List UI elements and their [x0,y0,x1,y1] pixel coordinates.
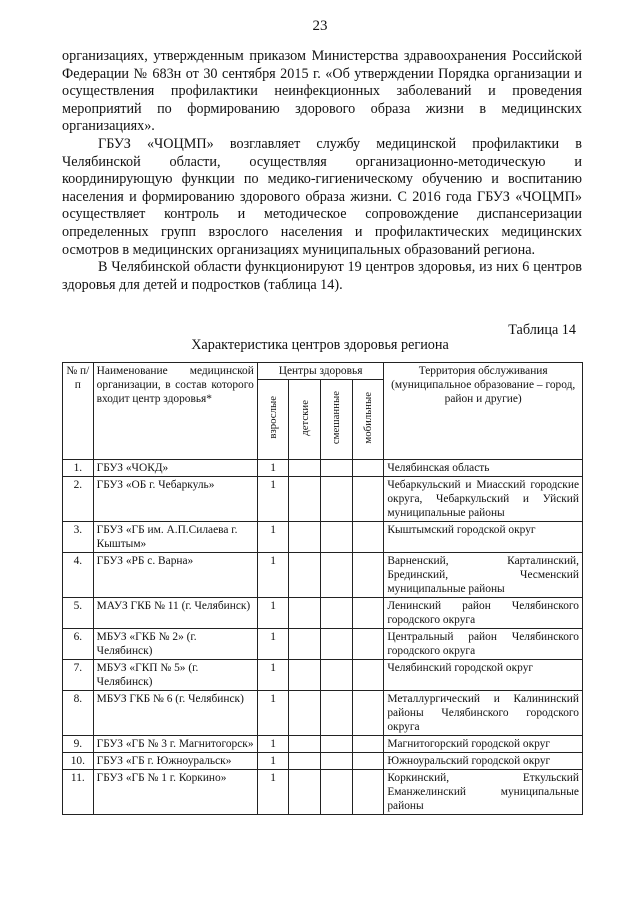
row-child-count [289,691,321,736]
row-number: 5. [63,598,94,629]
row-number: 4. [63,553,94,598]
row-number: 1. [63,460,94,477]
row-number: 10. [63,753,94,770]
row-adult-count: 1 [257,629,289,660]
row-adult-count: 1 [257,736,289,753]
row-territory: Челябинская область [384,460,583,477]
row-organization: МАУЗ ГКБ № 11 (г. Челябинск) [93,598,257,629]
row-number: 9. [63,736,94,753]
row-territory: Варненский, Карталинский, Брединский, Чесменский муниципальные районы [384,553,583,598]
row-child-count [289,477,321,522]
row-territory: Южноуральский городской округ [384,753,583,770]
row-adult-count: 1 [257,770,289,815]
table-row [63,477,583,522]
row-mobile-count [352,553,384,598]
row-adult-count: 1 [257,598,289,629]
row-organization: ГБУЗ «ГБ № 1 г. Коркино» [93,770,257,815]
row-child-count [289,770,321,815]
subheader-child: детские [289,380,321,460]
row-mixed-count [321,753,353,770]
row-number: 6. [63,629,94,660]
row-mobile-count [352,522,384,553]
row-adult-count: 1 [257,460,289,477]
table-label: Таблица 14 [508,322,576,338]
row-mobile-count [352,753,384,770]
health-centers-table [62,362,583,815]
row-mobile-count [352,629,384,660]
row-territory: Магнитогорский городской округ [384,736,583,753]
row-territory: Челябинский городской округ [384,660,583,691]
row-mobile-count [352,770,384,815]
row-child-count [289,736,321,753]
table-row [63,522,583,553]
row-territory: Металлургический и Калининский районы Челябинского городского округа [384,691,583,736]
table-body [63,460,583,815]
row-child-count [289,629,321,660]
row-territory: Кыштымский городской округ [384,522,583,553]
row-number: 3. [63,522,94,553]
row-adult-count: 1 [257,553,289,598]
row-mixed-count [321,736,353,753]
paragraph-2: ГБУЗ «ЧОЦМП» возглавляет службу медицинской профилактики в Челябинской области, осуществляя организационно-методическую и координирующую функции по медико-гигиеническому обучению и воспитанию населения и формированию здорового образа жизни. С 2016 года ГБУЗ «ЧОЦМП» осуществляет контроль и методическое сопровождение диспансеризации определенных групп взрослого населения и профилактических медицинских осмотров в медицинских организациях муниципальных образований региона. [62,135,582,258]
row-child-count [289,753,321,770]
row-organization: ГБУЗ «ГБ г. Южноуральск» [93,753,257,770]
page-number: 23 [312,18,328,34]
table-row [63,660,583,691]
header-name: Наименование медицинской организации, в состав которого входит центр здоровья* [93,363,257,460]
row-mixed-count [321,460,353,477]
subheader-mixed: смешанные [321,380,353,460]
row-child-count [289,553,321,598]
row-mixed-count [321,522,353,553]
row-adult-count: 1 [257,522,289,553]
row-territory: Ленинский район Челябинского городского округа [384,598,583,629]
table-header-row [63,363,583,380]
row-number: 7. [63,660,94,691]
row-mobile-count [352,598,384,629]
row-number: 8. [63,691,94,736]
row-child-count [289,460,321,477]
table-row [63,553,583,598]
row-adult-count: 1 [257,691,289,736]
header-num: № п/п [63,363,94,460]
header-centers: Центры здоровья [257,363,384,380]
row-child-count [289,522,321,553]
row-territory: Чебаркульский и Миасский городские округа, Чебаркульский и Уйский муниципальные районы [384,477,583,522]
body-text [62,48,582,294]
row-mixed-count [321,553,353,598]
row-organization: ГБУЗ «РБ с. Варна» [93,553,257,598]
row-territory: Коркинский, Еткульский Еманжелинский муниципальные районы [384,770,583,815]
row-organization: МБУЗ «ГКП № 5» (г. Челябинск) [93,660,257,691]
table-row [63,770,583,815]
table-row [63,598,583,629]
table-title: Характеристика центров здоровья региона [191,337,449,353]
table-row [63,460,583,477]
row-mobile-count [352,660,384,691]
row-adult-count: 1 [257,753,289,770]
row-number: 11. [63,770,94,815]
row-mobile-count [352,691,384,736]
row-organization: ГБУЗ «ОБ г. Чебаркуль» [93,477,257,522]
row-mixed-count [321,629,353,660]
row-number: 2. [63,477,94,522]
row-mixed-count [321,770,353,815]
row-organization: МБУЗ ГКБ № 6 (г. Челябинск) [93,691,257,736]
row-organization: ГБУЗ «ЧОКД» [93,460,257,477]
row-child-count [289,660,321,691]
row-mobile-count [352,460,384,477]
row-mixed-count [321,691,353,736]
row-territory: Центральный район Челябинского городского округа [384,629,583,660]
row-mixed-count [321,660,353,691]
subheader-adult: взрослые [257,380,289,460]
row-mobile-count [352,477,384,522]
row-organization: ГБУЗ «ГБ им. А.П.Силаева г. Кыштым» [93,522,257,553]
row-child-count [289,598,321,629]
row-adult-count: 1 [257,660,289,691]
header-territory: Территория обслуживания (муниципальное образование – город, район и другие) [384,363,583,460]
row-mixed-count [321,598,353,629]
paragraph-1: организациях, утвержденным приказом Министерства здравоохранения Российской Федерации № 683н от 30 сентября 2015 г. «Об утверждении Порядка организации и осуществления профилактики неинфекционных заболеваний и проведения мероприятий по формированию здорового образа жизни в медицинских организациях». [62,48,582,135]
table-row [63,629,583,660]
row-mobile-count [352,736,384,753]
row-organization: ГБУЗ «ГБ № 3 г. Магнитогорск» [93,736,257,753]
row-organization: МБУЗ «ГКБ № 2» (г. Челябинск) [93,629,257,660]
subheader-mobile: мобильные [352,380,384,460]
paragraph-3: В Челябинской области функционируют 19 центров здоровья, из них 6 центров здоровья для детей и подростков (таблица 14). [62,259,582,293]
table-row [63,736,583,753]
table-row [63,691,583,736]
table-row [63,753,583,770]
row-adult-count: 1 [257,477,289,522]
row-mixed-count [321,477,353,522]
